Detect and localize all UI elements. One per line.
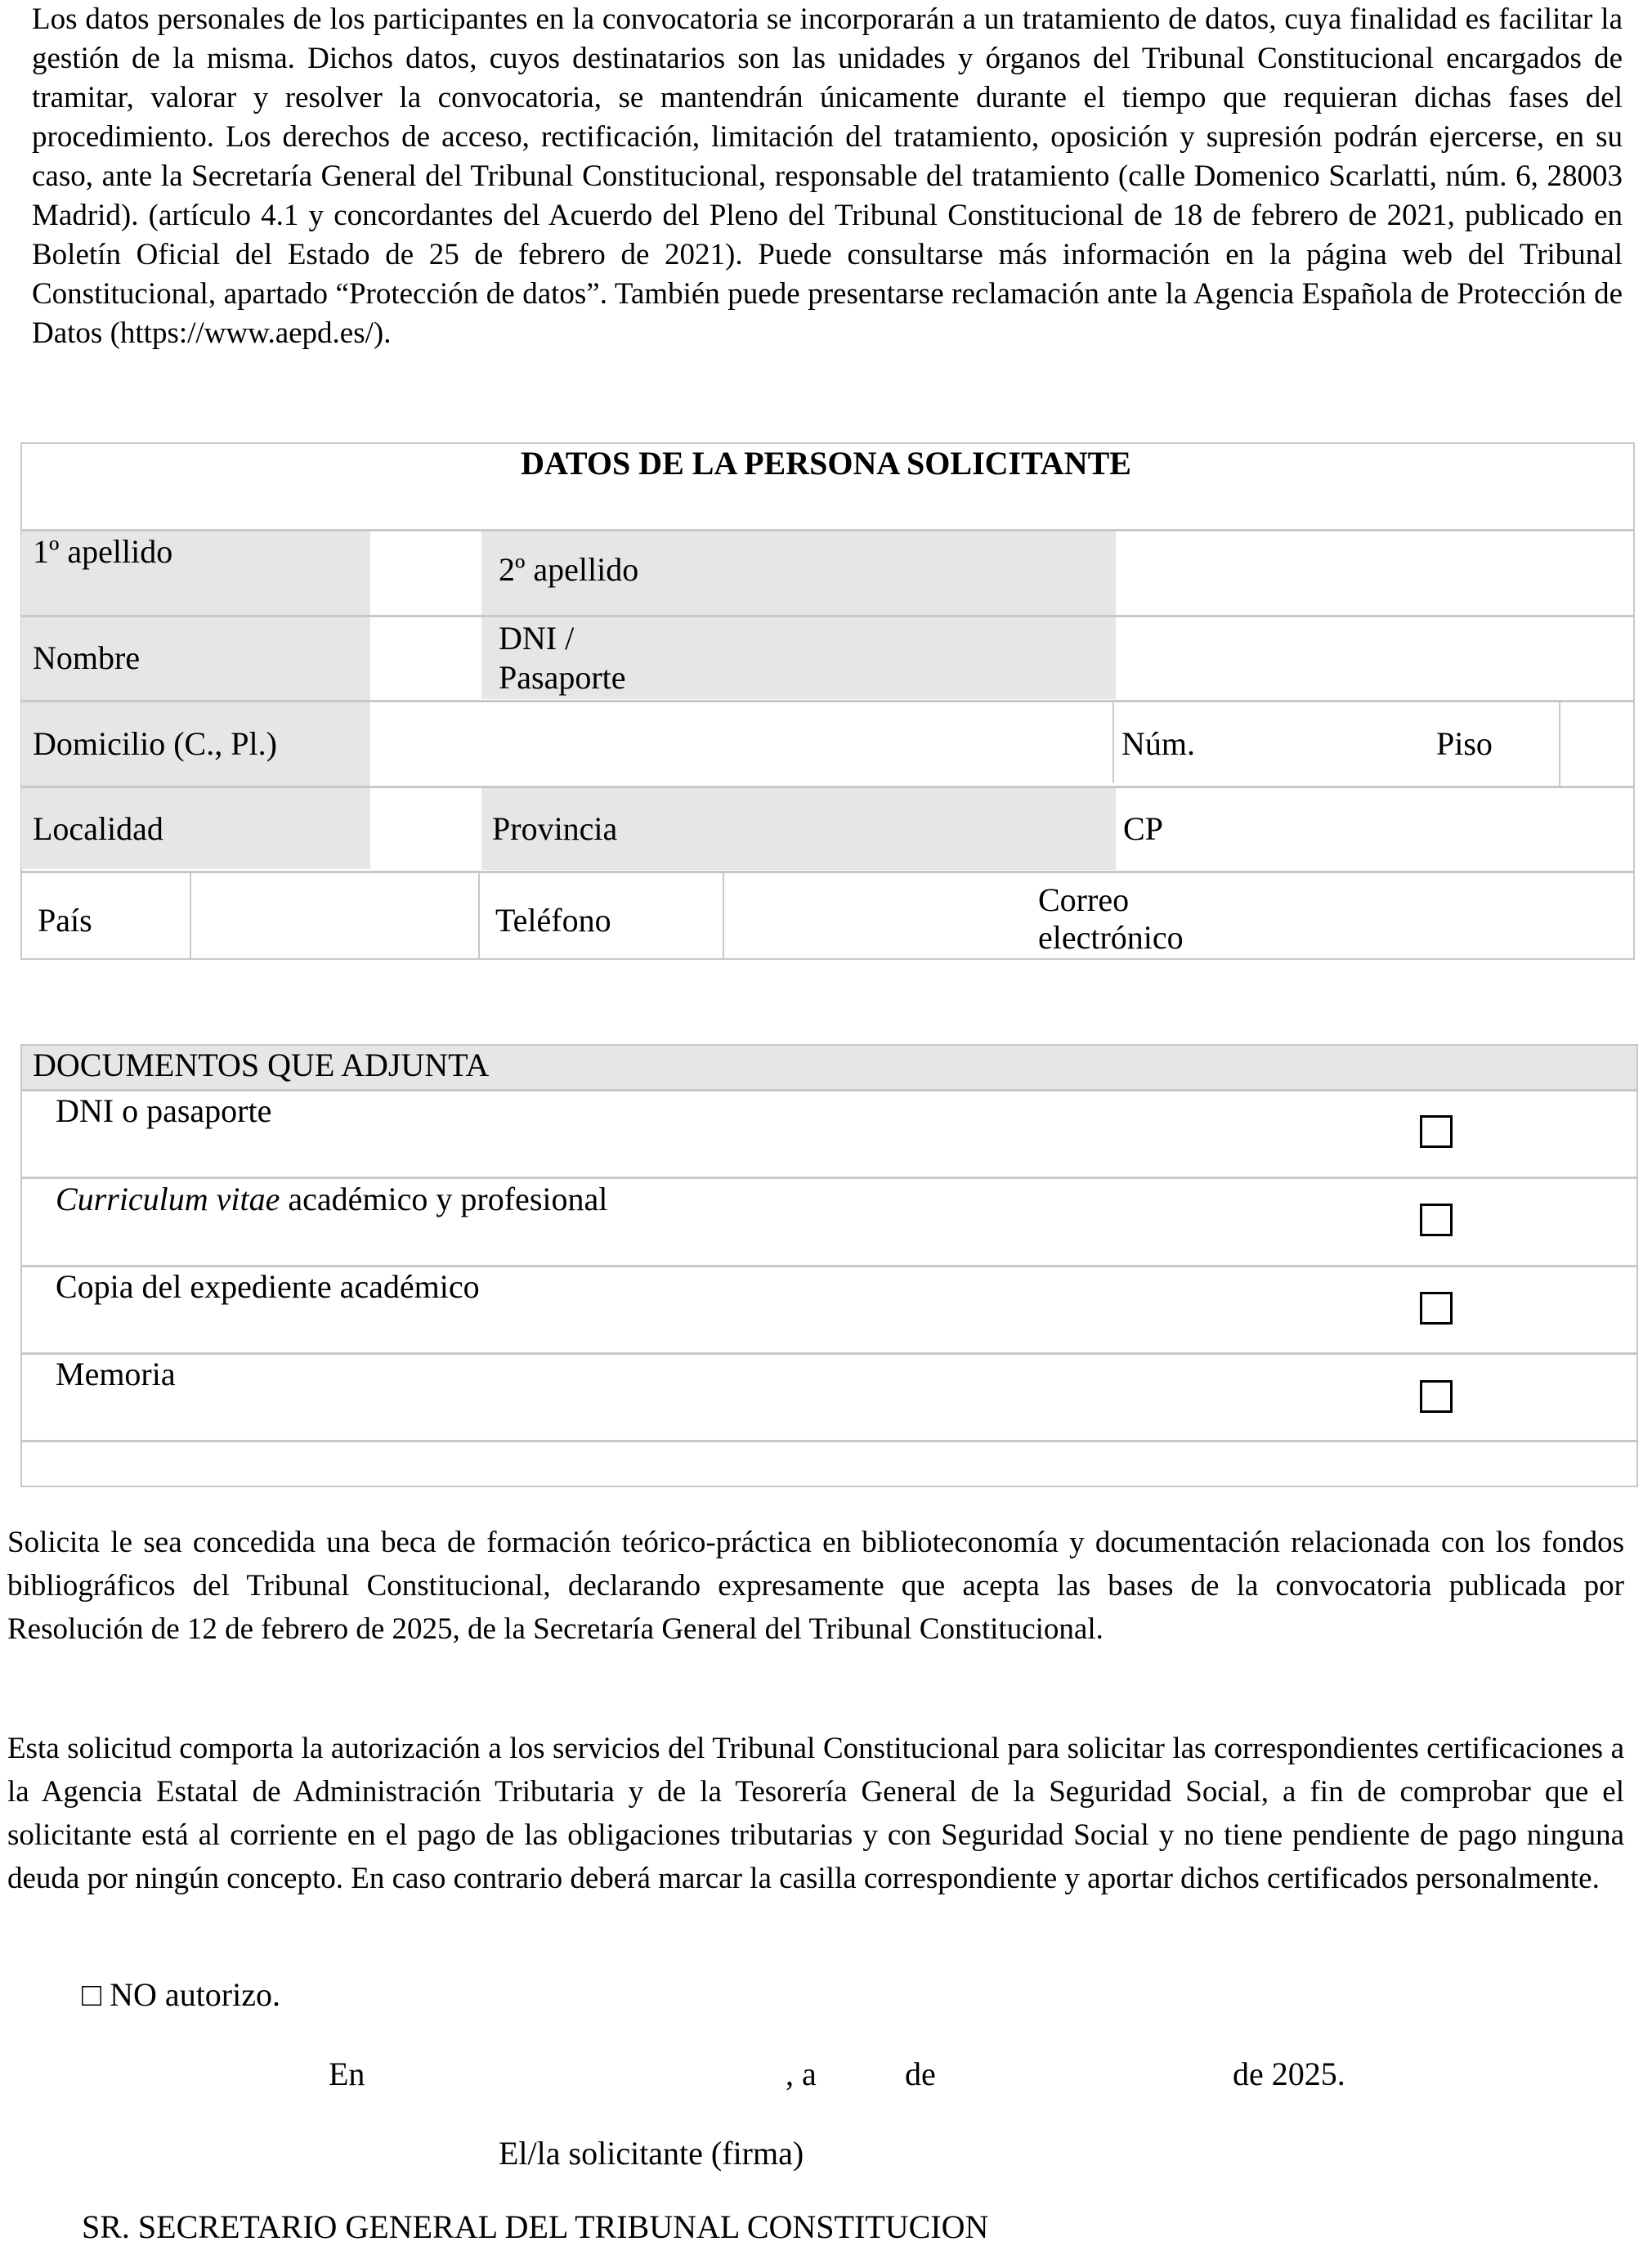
addressee: SR. SECRETARIO GENERAL DEL TRIBUNAL CONSTITUCION (82, 2208, 989, 2245)
date-de: de (905, 2055, 936, 2092)
email-label-2: electrónico (1038, 919, 1184, 956)
document-checkbox[interactable] (1420, 1204, 1453, 1236)
document-item: Copia del expediente académico (56, 1268, 480, 1305)
document-item: DNI o pasaporte (56, 1092, 272, 1129)
document-checkbox[interactable] (1420, 1380, 1453, 1413)
document-item: Memoria (56, 1356, 176, 1392)
id-doc-label-2: Pasaporte (499, 659, 626, 696)
date-a: , a (786, 2055, 817, 2092)
city-label: Localidad (33, 810, 163, 847)
first-surname-label: 1º apellido (33, 533, 173, 570)
phone-label: Teléfono (495, 902, 611, 939)
document-item: Curriculum vitae académico y profesional (56, 1181, 608, 1217)
document-checkbox[interactable] (1420, 1292, 1453, 1325)
applicant-title: DATOS DE LA PERSONA SOLICITANTE (521, 445, 1131, 482)
no-authorize-checkbox[interactable]: □ NO autorizo. (82, 1976, 280, 2013)
province-label: Provincia (492, 810, 618, 847)
address-label: Domicilio (C., Pl.) (33, 725, 277, 762)
name-label: Nombre (33, 639, 141, 676)
postcode-label: CP (1123, 810, 1163, 847)
signature-label: El/la solicitante (firma) (499, 2135, 804, 2172)
email-label-1: Correo (1038, 881, 1130, 918)
floor-label: Piso (1436, 725, 1493, 762)
request-text: Solicita le sea concedida una beca de formación teórico-práctica en biblioteconomía y documentación relacionada con los fondos bibliográficos del Tribunal Constitucional, declarando expresamente que acepta las bases de la convocatoria publicada por Resolución de 12 de febrero de 2025, de la Secretaría General del Tribunal Constitucional. (7, 1526, 1624, 1646)
second-surname-label: 2º apellido (499, 551, 639, 588)
number-label: Núm. (1121, 725, 1195, 762)
date-en: En (329, 2055, 365, 2092)
date-year: de 2025. (1233, 2055, 1345, 2092)
authorization-text: Esta solicitud comporta la autorización a los servicios del Tribunal Constitucional para solicitar las correspondientes certificaciones a la Agencia Estatal de Administración Tributaria y de la Tesorería General de la Seguridad Social, a fin de comprobar que el solicitante está al corriente en el pago de las obligaciones tributarias y con Seguridad Social y no tiene pendiente de pago ninguna deuda por ningún concepto. En caso contrario deberá marcar la casilla correspondiente y aportar dichos certificados personalmente. (7, 1732, 1624, 1895)
document-checkbox[interactable] (1420, 1115, 1453, 1148)
id-doc-label-1: DNI / (499, 620, 575, 657)
privacy-notice: Los datos personales de los participantes en la convocatoria se incorporarán a un tratamiento de datos, cuya finalidad es facilitar la gestión de la misma. Dichos datos, cuyos destinatarios son las unidades y órganos del Tribunal Constitucional encargados de tramitar, valorar y resolver la convocatoria, se mantendrán únicamente durante el tiempo que requieran dichas fases del procedimiento. Los derechos de acceso, rectificación, limitación del tratamiento, oposición y supresión podrán ejercerse, en su caso, ante la Secretaría General del Tribunal Constitucional, responsable del tratamiento (calle Domenico Scarlatti, núm. 6, 28003 Madrid). (artículo 4.1 y concordantes del Acuerdo del Pleno del Tribunal Constitucional de 18 de febrero de 2021, publicado en Boletín Oficial del Estado de 25 de febrero de 2021). Puede consultarse más información en la página web del Tribunal Constitucional, apartado “Protección de datos”. También puede presentarse reclamación ante la Agencia Española de Protección de Datos (https://www.aepd.es/). (32, 2, 1623, 350)
documents-title: DOCUMENTOS QUE ADJUNTA (33, 1047, 490, 1083)
country-label: País (38, 902, 92, 939)
